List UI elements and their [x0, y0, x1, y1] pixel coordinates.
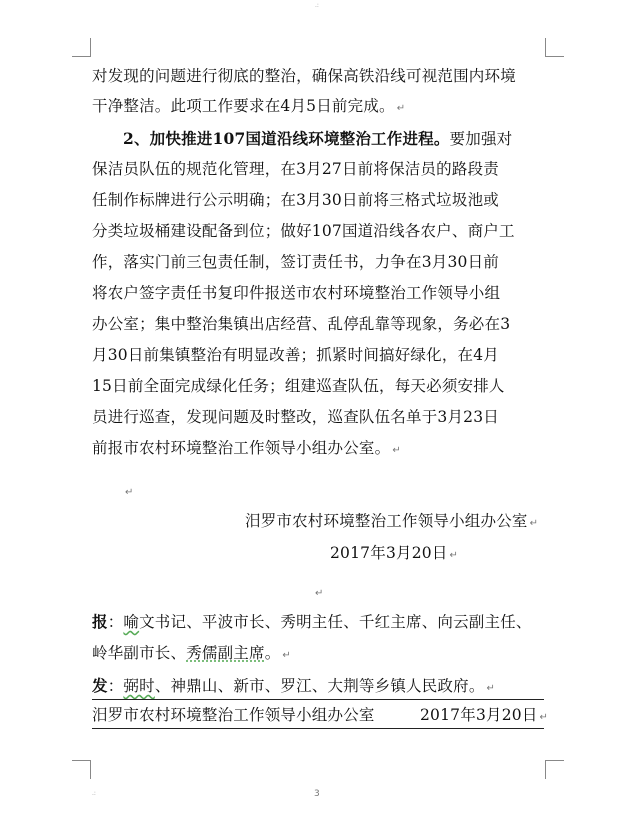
paragraph-mark: ↵ — [125, 487, 134, 498]
send-to-line: 发：弼时、神鼎山、新市、罗江、大荆等乡镇人民政府。 ↵ — [92, 676, 496, 695]
top-formatting-mark: .: — [315, 2, 319, 9]
body-line: 对发现的问题进行彻底的整治，确保高铁沿线可视范围内环境 — [92, 67, 516, 85]
spellcheck-word: 弼时 — [123, 677, 155, 695]
body-line: 前报市农村环境整治工作领导小组办公室。 ↵ — [92, 439, 401, 457]
footer-org: 汨罗市农村环境整治工作领导小组办公室 — [92, 706, 375, 724]
paragraph-mark: ↵ — [392, 445, 401, 456]
report-to-label: 报 — [92, 612, 108, 631]
spellcheck-word: 秀儒副主席 — [186, 644, 265, 662]
paragraph-mark: ↵ — [539, 712, 549, 723]
crop-mark-bottom-left — [72, 760, 91, 779]
paragraph-mark: ↵ — [529, 518, 539, 529]
body-line: 任制作标牌进行公示明确；在3月30日前将三格式垃圾池或 — [92, 191, 499, 209]
spellcheck-word: 喻 — [123, 613, 140, 631]
body-line: 15日前全面完成绿化任务；组建巡查队伍，每天必须安排人 — [92, 377, 505, 395]
footer-org-line — [92, 705, 375, 725]
report-to-line: 报：喻文书记、平波市长、秀明主任、千红主席、向云副主任、 — [92, 612, 532, 631]
bottom-formatting-mark: .: — [92, 790, 96, 797]
separator-rule — [92, 728, 544, 729]
body-line: 保洁员队伍的规范化管理，在3月27日前将保洁员的路段责 — [92, 160, 499, 178]
body-line: 员进行巡查，发现问题及时整改，巡查队伍名单于3月23日 — [92, 408, 499, 426]
crop-mark-bottom-right — [545, 760, 564, 779]
paragraph-mark: ↵ — [282, 650, 292, 661]
signature-date: 2017年3月20日 ↵ — [330, 544, 459, 562]
paragraph-mark: ↵ — [396, 103, 406, 114]
paragraph-mark: ↵ — [449, 550, 459, 561]
separator-rule — [92, 699, 544, 700]
crop-mark-top-left — [72, 38, 91, 57]
report-to-line-2: 岭华副市长、秀儒副主席。 ↵ — [92, 644, 292, 662]
empty-paragraph — [313, 581, 324, 604]
body-line: 干净整洁。此项工作要求在4月5日前完成。 ↵ — [92, 97, 406, 115]
body-line: 月30日前集镇整治有明显改善；抓紧时间搞好绿化，在4月 — [92, 346, 499, 364]
paragraph-mark: ↵ — [315, 588, 324, 599]
section-heading: 2、加快推进107国道沿线环境整治工作进程。 — [123, 129, 450, 148]
empty-paragraph — [123, 480, 134, 503]
paragraph-mark: ↵ — [486, 683, 496, 694]
signature-org: 汨罗市农村环境整治工作领导小组办公室 ↵ — [245, 512, 539, 530]
page-number: 3 — [314, 789, 320, 799]
footer-date: 2017年3月20日 — [420, 706, 538, 724]
body-line: 分类垃圾桶建设配备到位；做好107国道沿线各农户、商户工 — [92, 222, 515, 240]
send-to-label: 发 — [92, 676, 108, 695]
crop-mark-top-right — [545, 38, 564, 57]
footer-date-line — [420, 705, 548, 728]
section-heading-line: 2、加快推进107国道沿线环境整治工作进程。要加强对 — [123, 129, 513, 148]
body-line: 作，落实门前三包责任制，签订责任书，力争在3月30日前 — [92, 253, 499, 271]
body-line: 将农户签字责任书复印件报送市农村环境整治工作领导小组 — [92, 284, 501, 302]
body-line: 办公室；集中整治集镇出店经营、乱停乱靠等现象，务必在3 — [92, 315, 511, 333]
